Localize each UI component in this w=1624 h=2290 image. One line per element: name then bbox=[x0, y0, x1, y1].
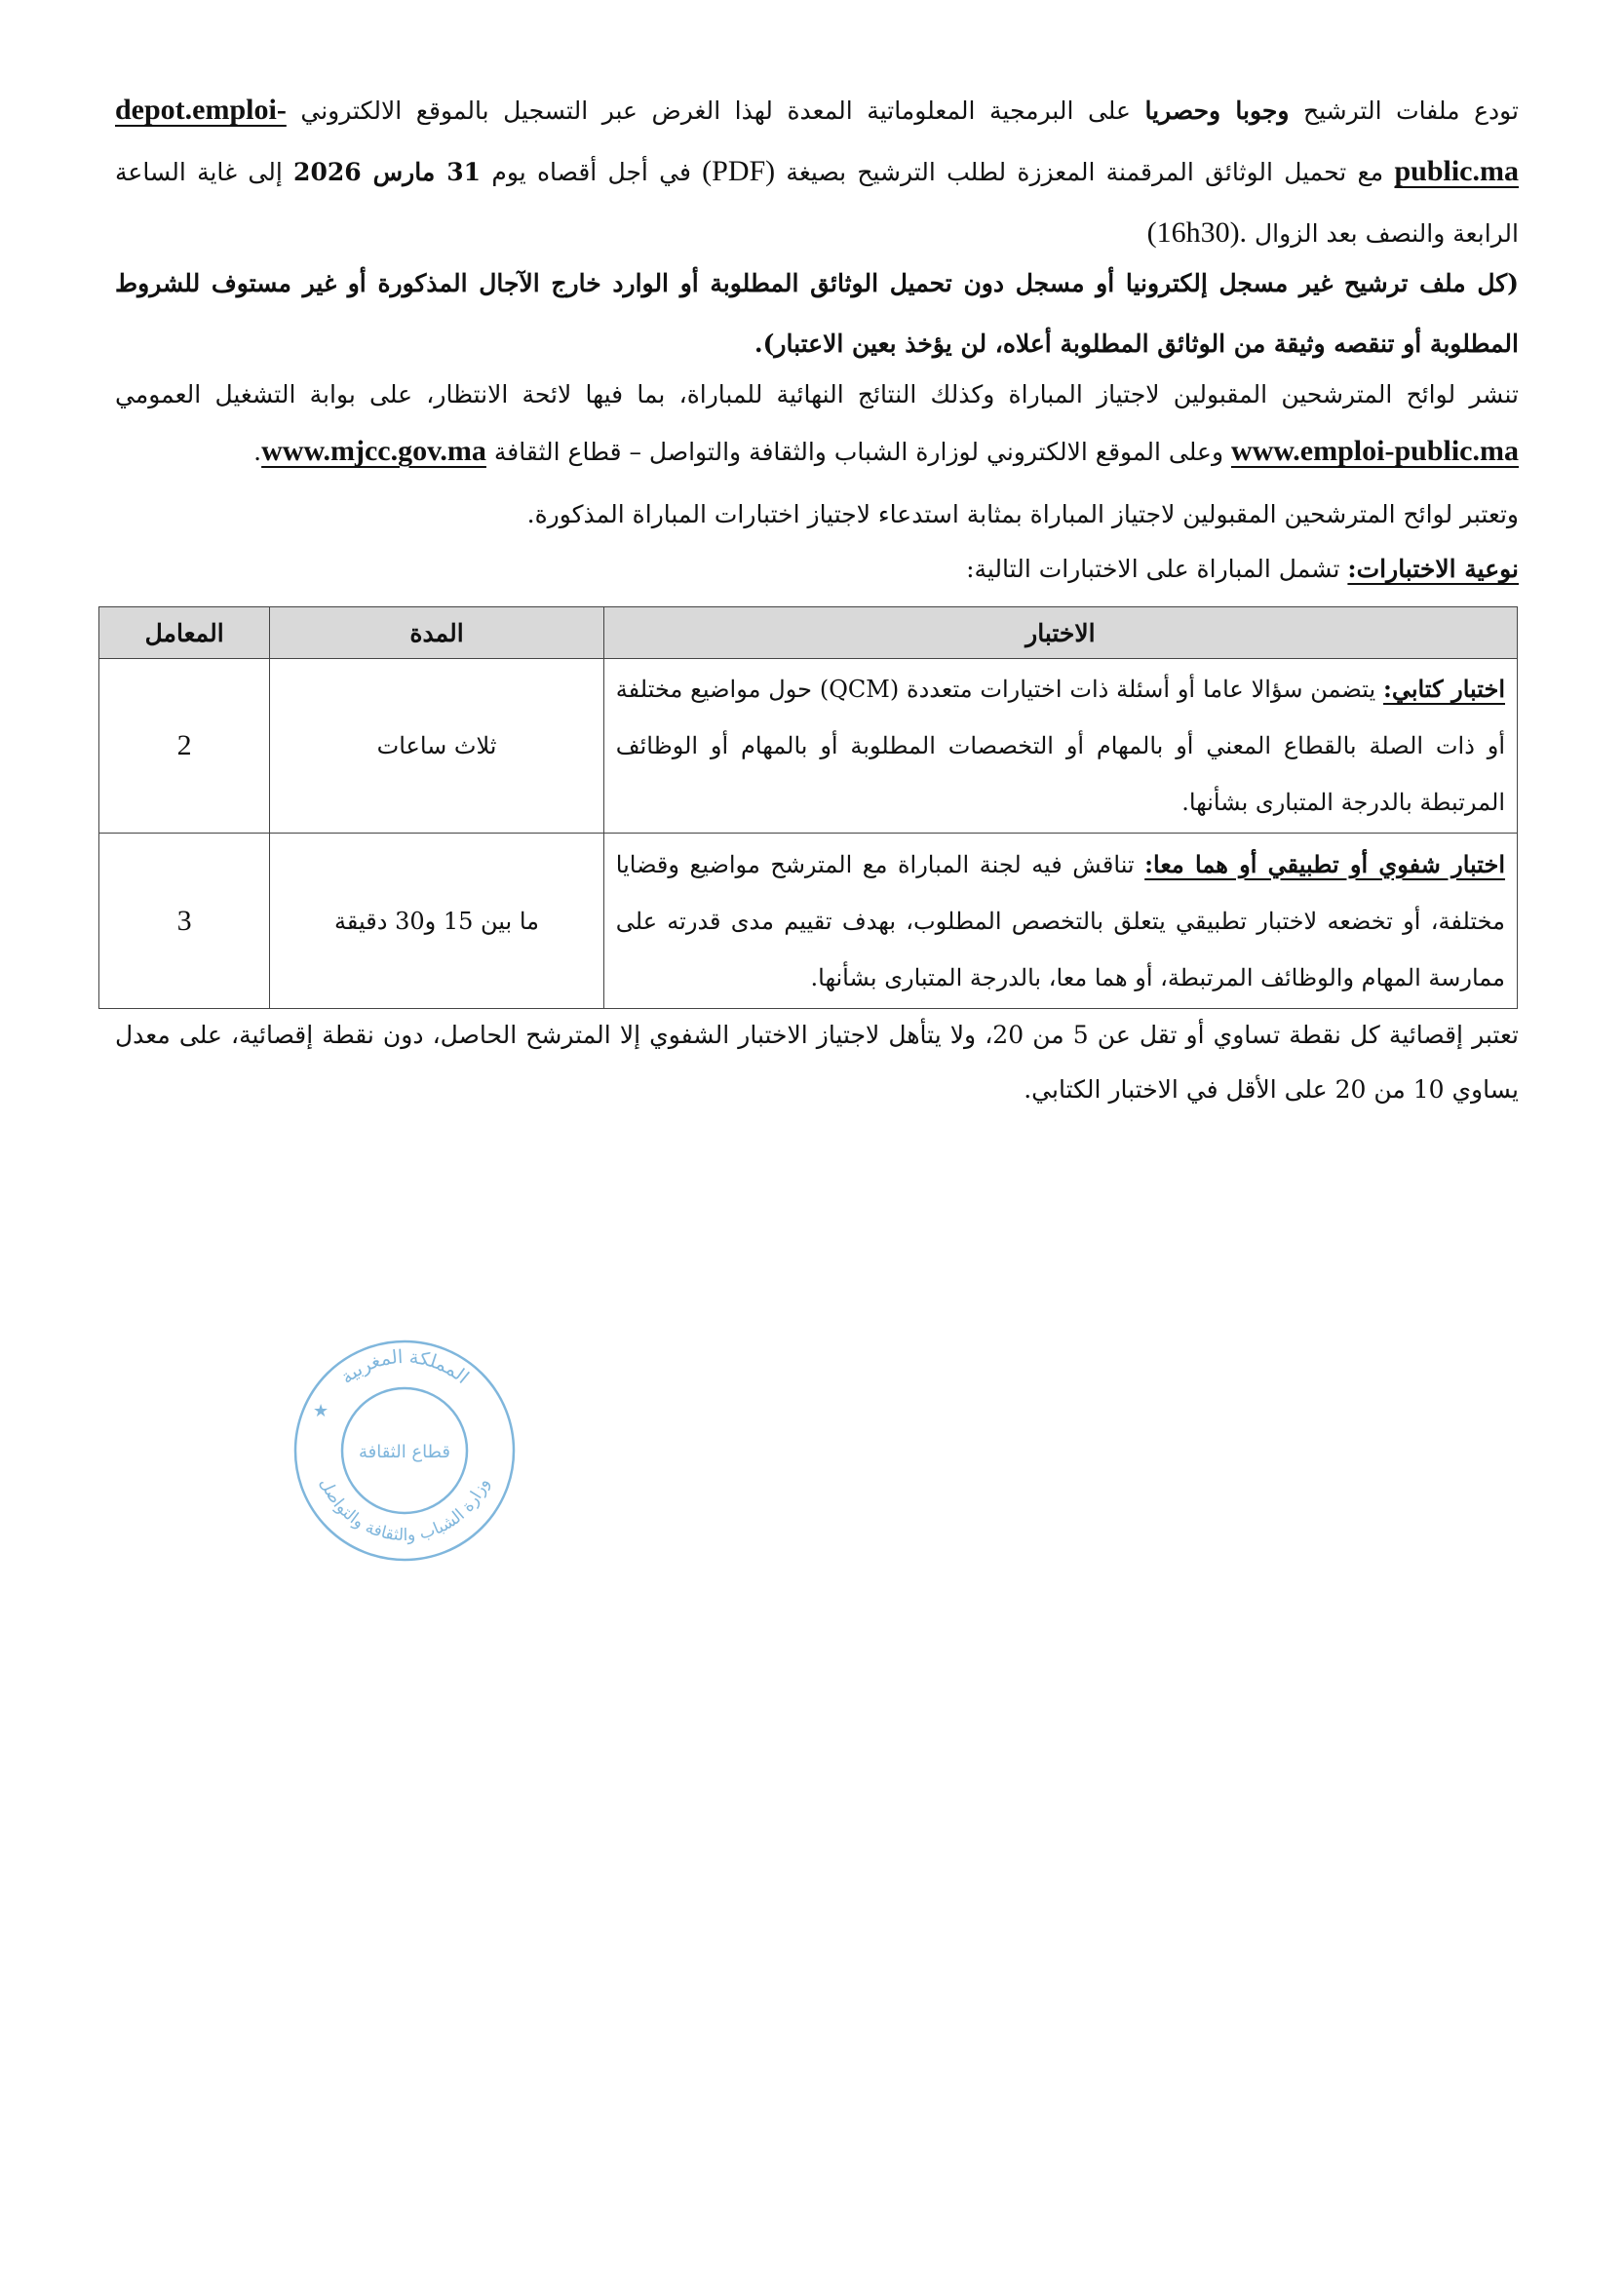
duration-cell: ثلاث ساعات bbox=[270, 659, 603, 834]
mjcc-link[interactable]: www.mjcc.gov.ma bbox=[261, 435, 486, 467]
coef-cell: 3 bbox=[99, 834, 270, 1009]
stamp-star-icon: ★ bbox=[313, 1401, 329, 1421]
emploi-public-link[interactable]: www.emploi-public.ma bbox=[1230, 435, 1519, 467]
test-description: يتضمن سؤالا عاما أو أسئلة ذات اختيارات متعددة (QCM) حول مواضيع مختلفة أو ذات الصلة بالقطاع المعني أو بالمهام أو التخصصات المطلوبة أو بالمهام أو الوظائف المرتبطة بالدرجة المتبارى بشأنها. bbox=[615, 676, 1505, 816]
deadline-date: 31 مارس 2026 bbox=[293, 158, 482, 186]
table-row bbox=[99, 659, 1518, 834]
header-coef: المعامل bbox=[99, 607, 270, 659]
publication-text-1: تنشر لوائح المترشحين المقبولين لاجتياز المباراة وكذلك النتائج النهائية للمباراة، بما فيها لائحة الانتظار، على بوابة التشغيل العمومي bbox=[115, 380, 1519, 408]
test-description: تناقش فيه لجنة المباراة مع المترشح مواضيع وقضايا مختلفة، أو تخضعه لاختبار تطبيقي يتعلق بالتخصص المطلوب، بهدف تقييم مدى قدرته على ممارسة المهام والوظائف المرتبطة، أو هما معا، بالدرجة المتبارى بشأنها. bbox=[615, 850, 1505, 991]
tests-intro bbox=[115, 542, 1519, 597]
submission-text-2: على البرمجية المعلوماتية المعدة لهذا الغرض عبر التسجيل بالموقع الالكتروني bbox=[286, 97, 1145, 125]
tests-table bbox=[98, 606, 1518, 1009]
header-duration: المدة bbox=[270, 607, 603, 659]
official-stamp bbox=[288, 1334, 522, 1568]
stamp-outer-text: المملكة المغربية bbox=[336, 1345, 474, 1389]
mandatory-text: وجوبا وحصريا bbox=[1144, 97, 1290, 125]
test-cell bbox=[603, 659, 1517, 834]
coef-cell: 2 bbox=[99, 659, 270, 834]
stamp-inner-text: قطاع الثقافة bbox=[358, 1442, 451, 1462]
depot-link[interactable]: depot.emploi-public.ma bbox=[115, 94, 1519, 187]
header-test: الاختبار bbox=[603, 607, 1517, 659]
eliminatory-paragraph: تعتبر إقصائية كل نقطة تساوي أو تقل عن 5 من 20، ولا يتأهل لاجتياز الاختبار الشفوي إلا المترشح الحاصل، دون نقطة إقصائية، على معدل يساوي 10 من 20 على الأقل في الاختبار الكتابي. bbox=[115, 1021, 1519, 1104]
submission-paragraph bbox=[115, 80, 1519, 264]
deadline-time: (16h30). bbox=[1146, 216, 1248, 249]
pdf-format: (PDF) bbox=[702, 155, 776, 187]
publication-text-2: وعلى الموقع الالكتروني لوزارة الشباب والثقافة والتواصل – قطاع الثقافة bbox=[485, 438, 1231, 466]
publication-text-3: . bbox=[253, 438, 262, 466]
table-row bbox=[99, 834, 1518, 1009]
submission-text-3: مع تحميل الوثائق المرقمنة المعززة لطلب الترشيح بصيغة bbox=[775, 158, 1395, 186]
publication-paragraph bbox=[115, 367, 1519, 481]
tests-intro-label: نوعية الاختبارات: bbox=[1347, 555, 1519, 583]
test-cell bbox=[603, 834, 1517, 1009]
warning-paragraph: (كل ملف ترشيح غير مسجل إلكترونيا أو مسجل دون تحميل الوثائق المطلوبة أو الوارد خارج الآجال المذكورة أو غير مستوف للشروط المطلوبة أو تنقصه وثيقة من الوثائق المطلوبة أعلاه، لن يؤخذ بعين الاعتبار). bbox=[115, 269, 1519, 358]
table-header-row bbox=[99, 607, 1518, 659]
submission-text-4: في أجل أقصاه يوم bbox=[481, 158, 703, 186]
submission-text-5: إلى غاية الساعة الرابعة والنصف بعد الزوال bbox=[115, 158, 1519, 248]
svg-text:وزارة الشباب والثقافة والتواصل bbox=[316, 1475, 493, 1545]
duration-cell: ما بين 15 و30 دقيقة bbox=[270, 834, 603, 1009]
test-title: اختبار كتابي: bbox=[1383, 675, 1505, 703]
stamp-bottom-text: وزارة الشباب والثقافة والتواصل bbox=[315, 1475, 494, 1545]
test-title: اختبار شفوي أو تطبيقي أو هما معا: bbox=[1144, 849, 1506, 878]
submission-text-1: تودع ملفات الترشيح bbox=[1289, 97, 1519, 125]
convocation-paragraph: وتعتبر لوائح المترشحين المقبولين لاجتياز المباراة بمثابة استدعاء لاجتياز اختبارات المباراة المذكورة. bbox=[526, 500, 1519, 528]
tests-intro-text: تشمل المباراة على الاختبارات التالية: bbox=[966, 555, 1348, 583]
